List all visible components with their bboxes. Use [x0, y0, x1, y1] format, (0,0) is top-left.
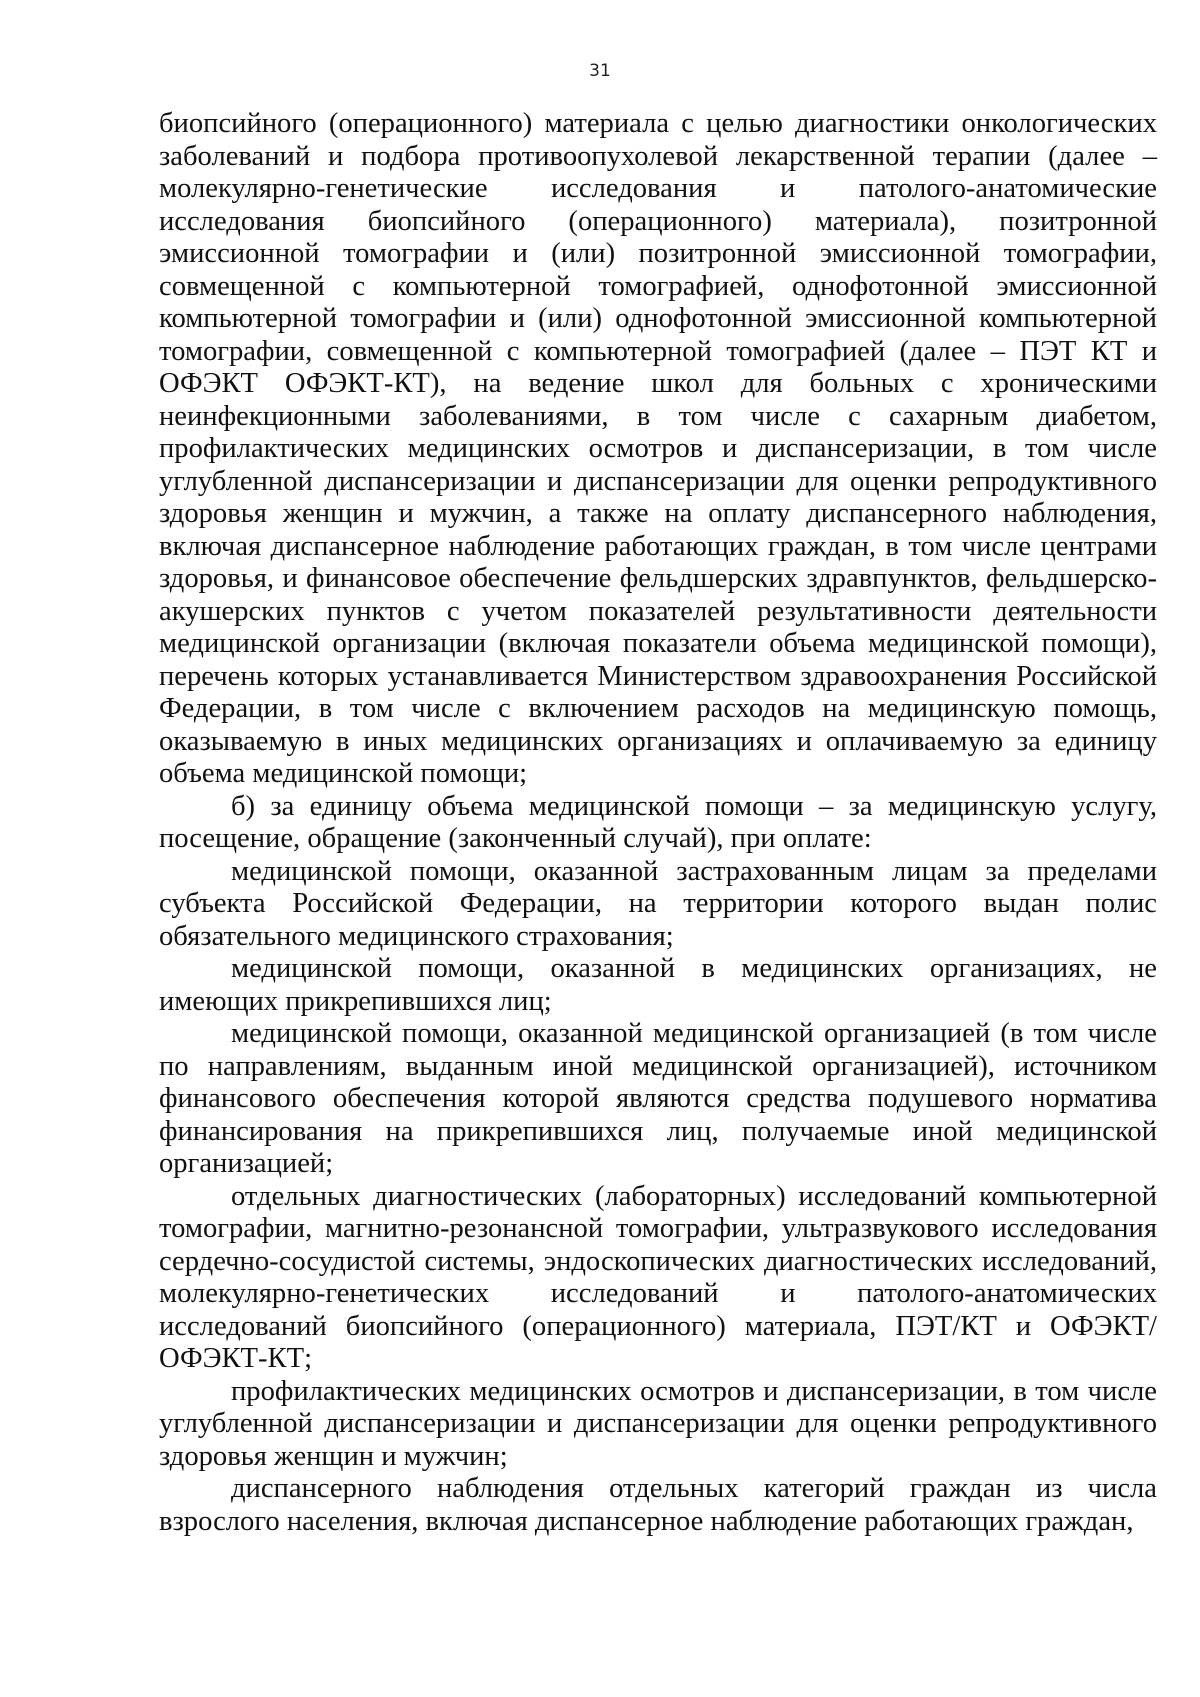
paragraph: профилактических медицинских осмотров и диспансеризации, в том числе углубленной диспансеризации и диспансеризации для оценки репродуктивного здоровья женщин и мужчин; — [159, 1375, 1157, 1472]
paragraph: б) за единицу объема медицинской помощи – за медицинскую услугу, посещение, обращение (законченный случай), при оплате: — [159, 790, 1157, 854]
paragraph: медицинской помощи, оказанной медицинской организацией (в том числе по направлениям, выданным иной медицинской организацией), источником финансового обеспечения которой являются средства подушевого норматива финансирования на прикрепившихся лиц, получаемые иной медицинской организацией; — [159, 1018, 1157, 1179]
page-number: 31 — [589, 61, 611, 81]
document-body — [159, 108, 1157, 1538]
paragraph: отдельных диагностических (лабораторных) исследований компьютерной томографии, магнитно-резонансной томографии, ультразвукового исследования сердечно-сосудистой системы, эндоскопических диагностических исследований, молекулярно-генетических исследований и патолого-анатомических исследований биопсийного (операционного) материала, ПЭТ/КТ и ОФЭКТ/ОФЭКТ-КТ; — [159, 1180, 1157, 1374]
paragraph: медицинской помощи, оказанной застрахованным лицам за пределами субъекта Российской Федерации, на территории которого выдан полис обязательного медицинского страхования; — [159, 855, 1157, 952]
paragraph: диспансерного наблюдения отдельных категорий граждан из числа взрослого населения, включая диспансерное наблюдение работающих граждан, — [159, 1473, 1157, 1537]
paragraph: биопсийного (операционного) материала с целью диагностики онкологических заболеваний и подбора противоопухолевой лекарственной терапии (далее – молекулярно-генетические исследования и патолого-анатомические исследования биопсийного (операционного) материала), позитронной эмиссионной томографии и (или) позитронной эмиссионной томографии, совмещенной с компьютерной томографией, однофотонной эмиссионной компьютерной томографии и (или) однофотонной эмиссионной компьютерной томографии, совмещенной с компьютерной томографией (далее – ПЭТ КТ и ОФЭКТ ОФЭКТ-КТ), на ведение школ для больных с хроническими неинфекционными заболеваниями, в том числе с сахарным диабетом, профилактических медицинских осмотров и диспансеризации, в том числе углубленной диспансеризации и диспансеризации для оценки репродуктивного здоровья женщин и мужчин, а также на оплату диспансерного наблюдения, включая диспансерное наблюдение работающих граждан, в том числе центрами здоровья, и финансовое обеспечение фельдшерских здравпунктов, фельдшерско-акушерских пунктов с учетом показателей результативности деятельности медицинской организации (включая показатели объема медицинской помощи), перечень которых устанавливается Министерством здравоохранения Российской Федерации, в том числе с включением расходов на медицинскую помощь, оказываемую в иных медицинских организациях и оплачиваемую за единицу объема медицинской помощи; — [159, 108, 1157, 789]
paragraph: медицинской помощи, оказанной в медицинских организациях, не имеющих прикрепившихся лиц; — [159, 953, 1157, 1017]
